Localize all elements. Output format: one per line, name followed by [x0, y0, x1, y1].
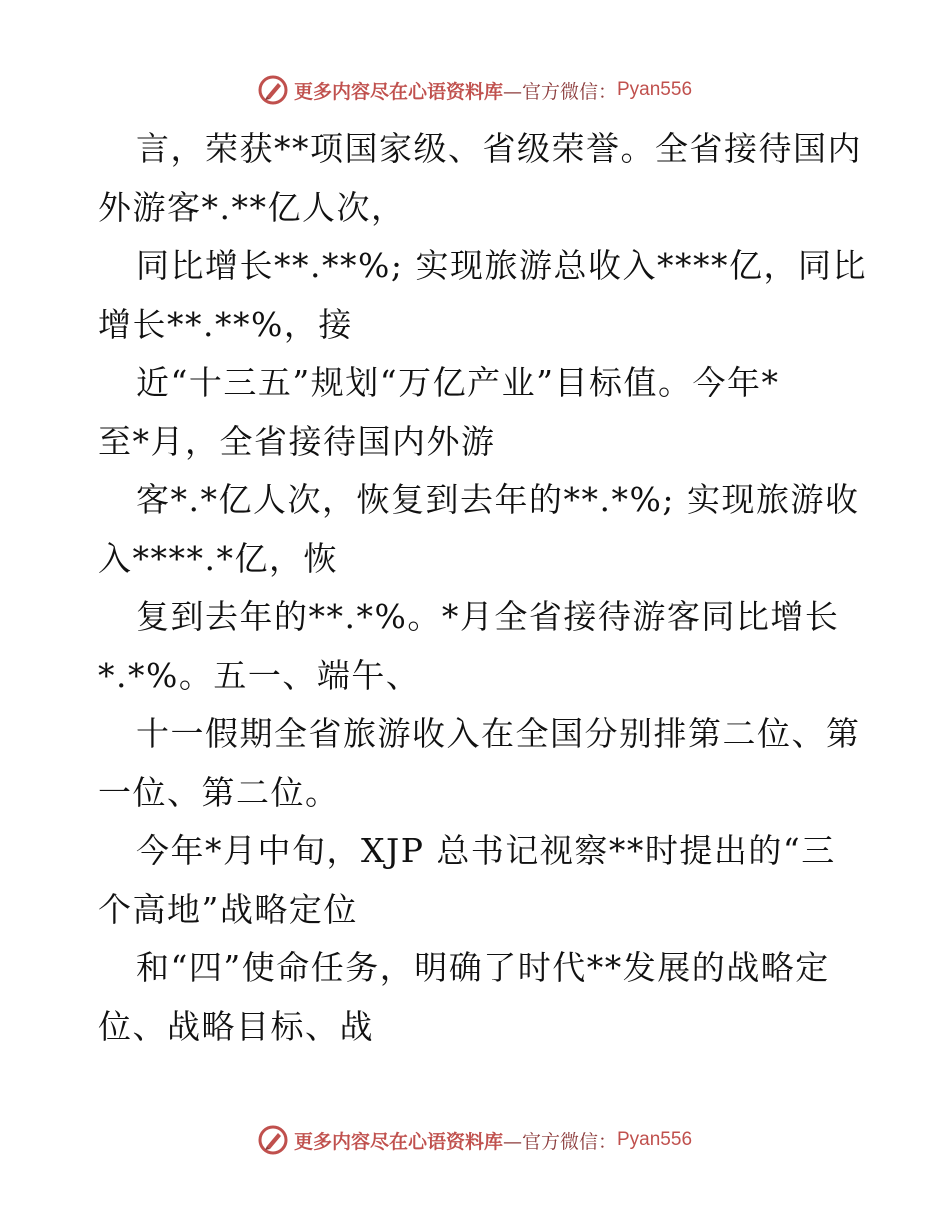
paragraph	[98, 471, 858, 588]
footer-watermark	[0, 1122, 950, 1158]
paragraph-line: 增长**.**%，接	[98, 304, 353, 344]
paragraph-line: 同比增长**.**%; 实现旅游总收入****亿，同比	[136, 246, 867, 285]
paragraph-line: 复到去年的**.*%。*月全省接待游客同比增长	[136, 597, 840, 636]
paragraph	[98, 588, 858, 705]
watermark-side-text: —官方微信：	[502, 1130, 617, 1153]
paragraph-line: 十一假期全省旅游收入在全国分别排第二位、第	[136, 714, 861, 753]
paragraph-line: 言，荣获**项国家级、省级荣誉。全省接待国内	[136, 129, 862, 168]
watermark-wechat-id: Pyan556	[617, 79, 693, 100]
paragraph	[98, 939, 858, 1056]
watermark-main-text: 更多内容尽在心语资料库	[293, 1130, 503, 1153]
pen-logo-icon	[258, 75, 288, 105]
paragraph-line: 客*.*亿人次，恢复到去年的**.*%; 实现旅游收	[136, 480, 860, 519]
paragraph-line: 入****.*亿，恢	[98, 538, 338, 578]
paragraph	[98, 120, 862, 237]
watermark-main-text: 更多内容尽在心语资料库	[293, 80, 503, 103]
paragraph-line: 个高地”战略定位	[98, 889, 358, 929]
paragraph	[98, 822, 858, 939]
paragraph	[98, 354, 858, 471]
paragraph-line: 外游客*.**亿人次，	[98, 187, 406, 227]
paragraph-line: 至*月，全省接待国内外游	[98, 421, 496, 461]
paragraph-line: 位、战略目标、战	[98, 1006, 374, 1046]
paragraph-line: 今年*月中旬，XJP 总书记视察**时提出的“三	[136, 831, 836, 870]
paragraph-line: *.*%。五一、端午、	[98, 655, 421, 695]
document-body	[98, 120, 867, 1056]
paragraph-line: 近“十三五”规划“万亿产业”目标值。今年*	[136, 363, 780, 402]
watermark-wechat-id: Pyan556	[617, 1129, 693, 1150]
pen-logo-icon	[258, 1125, 288, 1155]
paragraph-line: 和“四”使命任务，明确了时代**发展的战略定	[136, 948, 830, 987]
paragraph-line: 一位、第二位。	[98, 772, 340, 812]
header-watermark	[0, 72, 950, 108]
paragraph	[98, 237, 867, 354]
paragraph	[98, 705, 861, 822]
watermark-side-text: —官方微信：	[502, 80, 617, 103]
